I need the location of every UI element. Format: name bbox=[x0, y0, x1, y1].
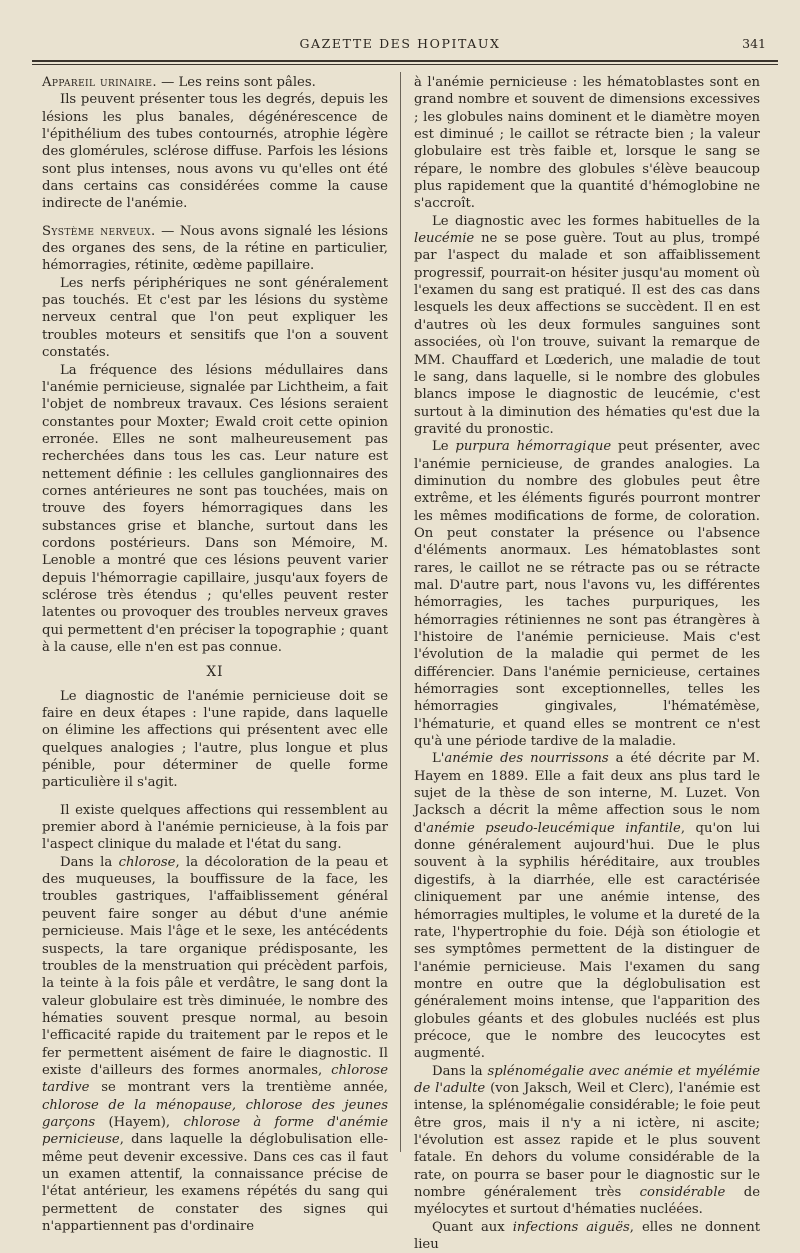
section-number: XI bbox=[206, 664, 224, 681]
section-lead-urinary: Appareil urinaire. bbox=[42, 75, 157, 90]
paragraph-splenomegalie: Dans la splénomégalie avec anémie et myélémie de l'adulte (von Jaksch, Weil et Clerc), l'anémie est intense, la splénomégalie considérable; le foie peut être gros, mais il n'y a ni ictère, ni ascite; l'évolution est assez rapide et le plus souvent fatale. En dehors du volume considérable de la rate, on pourra se baser pour le diagnostic sur le nombre généralement très considérable de myélocytes et surtout d'hématies nucléées. bbox=[414, 1063, 760, 1218]
running-head bbox=[0, 28, 800, 54]
page-number: 341 bbox=[742, 36, 766, 51]
paragraph-continuation: à l'anémie pernicieuse : les hématoblastes sont en grand nombre et souvent de dimensions excessives ; les globules nains dominent et le diamètre moyen est diminué ; le caillot se rétracte bien ; la valeur globulaire est très faible et, lorsque le sang se répare, le nombre des globules s'élève beaucoup plus rapidement que la quantité d'hémoglobine ne s'accroît. bbox=[414, 75, 760, 212]
paragraph-kidney-lesions: Ils peuvent présenter tous les degrés, depuis les lésions les plus banales, dégénérescence de l'épithélium des tubes contournés, atrophie légère des glomérules, sclérose diffuse. Parfois les lésions sont plus intenses, nous avons vu qu'elles ont été dans certains cas considérées comme la cause indirecte de l'anémie. bbox=[42, 92, 388, 212]
header-rule-thin bbox=[32, 64, 778, 65]
running-title: GAZETTE DES HOPITAUX bbox=[299, 36, 501, 51]
paragraph-peripheral-nerves: Les nerfs périphériques ne sont généralement pas touchés. Et c'est par les lésions du système nerveux central que l'on peut expliquer les troubles moteurs et sensitifs que l'on a souvent constatés. bbox=[42, 275, 388, 361]
right-column bbox=[414, 74, 761, 1253]
paragraph-similar-affections: Il existe quelques affections qui ressemblent au premier abord à l'anémie pernicieuse, à la fois par l'aspect clinique du malade et l'état du sang. bbox=[42, 802, 388, 853]
left-column bbox=[42, 74, 388, 1234]
paragraph-diagnostic: Le diagnostic de l'anémie pernicieuse doit se faire en deux étapes : l'une rapide, dans laquelle on élimine les affections qui présentent avec elle quelques analogies ; l'autre, plus longue et plus pénible, pour déterminer de quelle forme particulière il s'agit. bbox=[42, 688, 388, 791]
paragraph-systeme-nerveux: Système nerveux. — Nous avons signalé les lésions des organes des sens, de la rétine en particulier, hémorragies, rétinite, œdème papillaire. bbox=[42, 223, 388, 274]
paragraph-purpura: Le purpura hémorragique peut présenter, avec l'anémie pernicieuse, de grandes analogies. La diminution du nombre des globules peut être extrême, et les éléments figurés pourront montrer les mêmes modifications de forme, de coloration. On peut constater la présence ou l'absence d'éléments anormaux. Les hématoblastes sont rares, le caillot ne se rétracte pas ou se rétracte mal. D'autre part, nous l'avons vu, les différentes hémorragies, les taches purpuriques, les hémorragies rétiniennes ne sont pas étrangères à l'histoire de l'anémie pernicieuse. Mais c'est l'évolution de la maladie qui permet de les différencier. Dans l'anémie pernicieuse, certaines hémorragies sont exceptionnelles, telles les hémorragies gingivales, l'hématémèse, l'hématurie, et quand elles se montrent ce n'est qu'à une période tardive de la maladie. bbox=[414, 439, 760, 750]
header-rule-thick bbox=[32, 60, 778, 62]
paragraph-infections: Quant aux infections aiguës, elles ne donnent lieu bbox=[414, 1219, 761, 1253]
section-lead-nervous: Système nerveux. bbox=[42, 223, 156, 239]
paragraph-leucemie: Le diagnostic avec les formes habituelles de la leucémie ne se pose guère. Tout au plus, trompé par l'aspect du malade et son affaiblissement progressif, pourrait-on hésiter jusqu'au moment où l'examen du sang est pratiqué. Il est des cas dans lesquels les deux affections se succèdent. Il en est d'autres où les deux formules sanguines sont associées, où l'on trouve, suivant la remarque de MM. Chauffard et Lœderich, une maladie de tout le sang, dans laquelle, si le nombre des globules blancs impose le diagnostic de leucémie, c'est surtout à la diminution des hématies qu'est due la gravité du pronostic. bbox=[414, 213, 760, 437]
paragraph-medullary-lesions: La fréquence des lésions médullaires dans l'anémie pernicieuse, signalée par Lichtheim, a fait l'objet de nombreux travaux. Ces lésions seraient constantes pour Moxter; Ewald croit cette opinion erronée. Elles ne sont malheureusement pas recherchées dans tous les cas. Leur nature est nettement définie : les cellules ganglionnaires des cornes antérieures ne sont pas touchées, mais on trouve des foyers hémorragiques dans les substances grise et blanche, surtout dans les cordons postérieurs. Dans son Mémoire, M. Lenoble a montré que ces lésions peuvent varier depuis l'hémorragie capillaire, jusqu'aux foyers de sclérose très étendus ; qu'elles peuvent rester latentes ou provoquer des troubles nerveux graves qui permettent d'en préciser la topographie ; quant à la cause, elle n'en est pas connue. bbox=[42, 362, 388, 655]
column-divider bbox=[400, 72, 401, 1152]
paragraph-nourrissons: L'anémie des nourrissons a été décrite par M. Hayem en 1889. Elle a fait deux ans plus tard le sujet de la thèse de son interne, M. Luzet. Von Jacksch a décrit la même affection sous le nom d'anémie pseudo-leucémique infantile, qu'on lui donne généralement aujourd'hui. Due le plus souvent à la syphilis héréditaire, aux troubles digestifs, à la diarrhée, elle est caractérisée cliniquement par une anémie intense, des hémorragies multiples, le volume et la dureté de la rate, l'hypertrophie du foie. Déjà son étiologie et ses symptômes permettent de la distinguer de l'anémie pernicieuse. Mais l'examen du sang montre en outre que la déglobulisation est généralement moins intense, que l'apparition des globules géants et des globules nucléés est plus précoce, que le nombre des leucocytes est augmenté. bbox=[414, 751, 760, 1062]
paragraph-appareil-urinaire: Appareil urinaire. — Les reins sont pâles. bbox=[42, 75, 316, 90]
paragraph-chlorose: Dans la chlorose, la décoloration de la peau et des muqueuses, la bouffissure de la face, les troubles gastriques, l'affaiblissement général peuvent faire songer au début d'une anémie pernicieuse. Mais l'âge et le sexe, les antécédents suspects, la tare organique prédisposante, les troubles de la menstruation qui précèdent parfois, la teinte à la fois pâle et verdâtre, le sang dont la valeur globulaire est très diminuée, le nombre des hématies souvent presque normal, au besoin l'efficacité rapide du traitement par le repos et le fer permettent aisément de faire le diagnostic. Il existe d'ailleurs des formes anormales, chlorose tardive se montrant vers la trentième année, chlorose de la ménopause, chlorose des jeunes garçons (Hayem), chlorose à forme d'anémie pernicieuse, dans laquelle la déglobulisation elle-même peut devenir excessive. Dans ces cas il faut un examen attentif, la connaissance précise de l'état antérieur, les examens répétés du sang qui permettent de constater des signes qui n'appartiennent pas d'ordinaire bbox=[42, 854, 388, 1234]
